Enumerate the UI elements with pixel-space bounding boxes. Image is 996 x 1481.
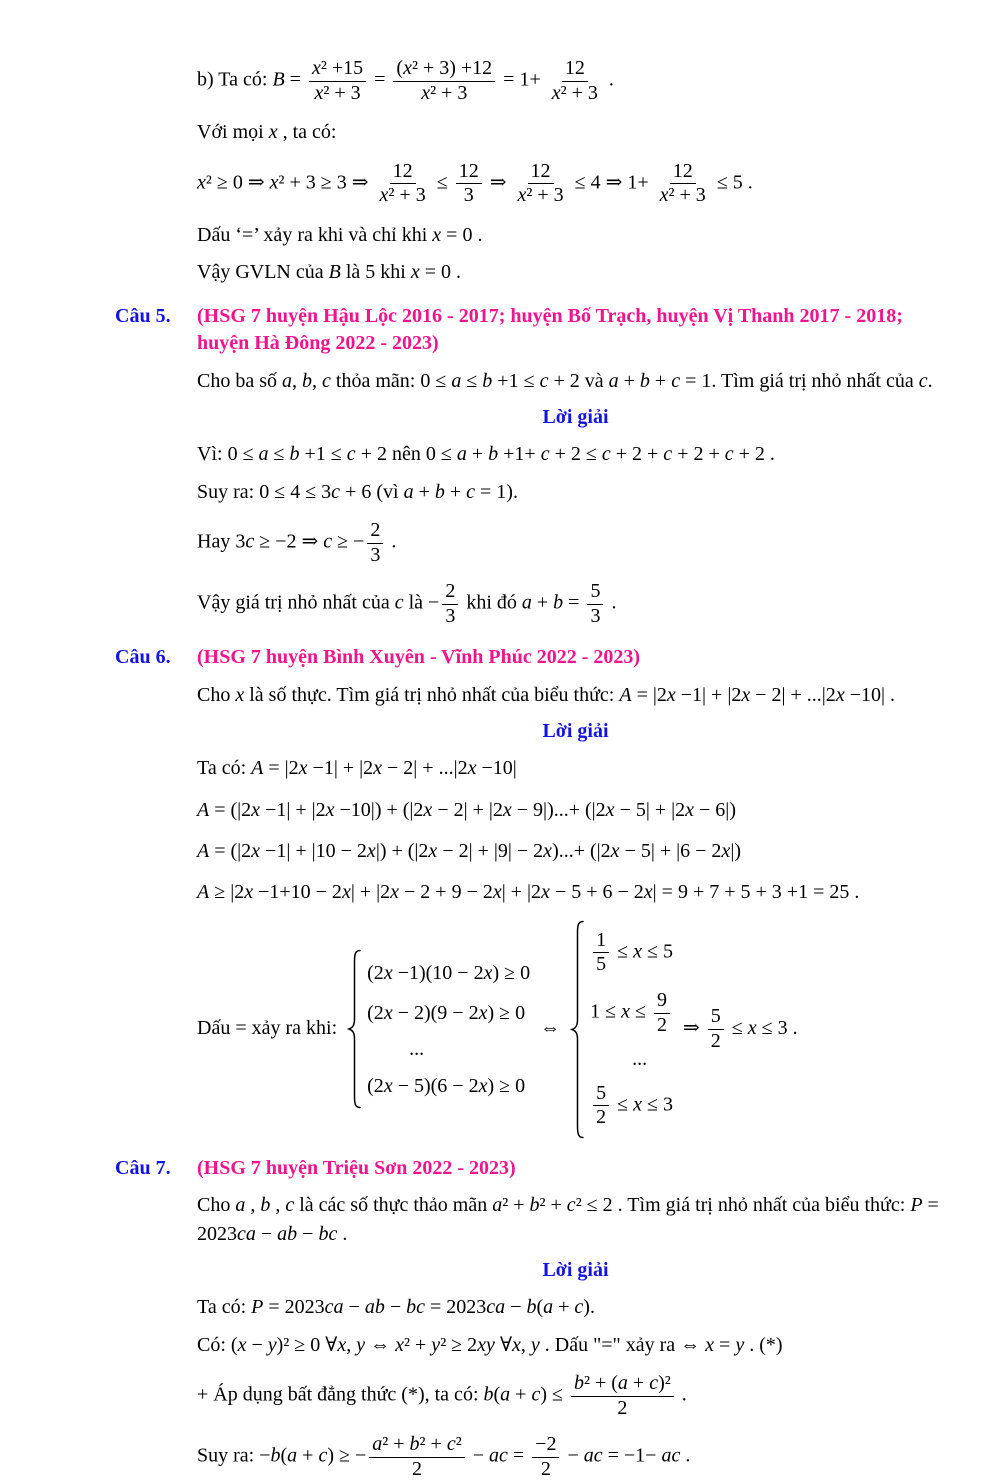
fraction-denominator: 3 — [463, 184, 474, 207]
fraction-denominator: 3 — [370, 543, 381, 566]
text-run: Vậy GVLN của — [197, 261, 329, 284]
text-run: , — [270, 1194, 286, 1217]
question-number-label: Câu 6. — [115, 646, 171, 669]
text-run: . — [742, 171, 753, 194]
text-run: . — [472, 223, 483, 246]
math-run: ≤ x ≤ 3 — [726, 1016, 788, 1039]
math-run: a, b, c — [282, 369, 331, 392]
text-run: là — [403, 591, 429, 614]
math-run: ≤ — [431, 171, 453, 194]
math-run: (2x − 2)(9 − 2x) ≥ 0 — [367, 1001, 526, 1024]
fraction-denominator: 2 — [596, 1106, 607, 1129]
math-run: c — [918, 369, 928, 392]
math-run: a — [235, 1194, 246, 1217]
text-run: . — [337, 1222, 348, 1245]
fraction — [377, 160, 429, 208]
text-run: (vì — [371, 480, 404, 503]
text-run: ). — [506, 480, 518, 503]
fraction-numerator: 2 — [442, 580, 458, 605]
curly-brace-icon — [570, 920, 586, 1139]
text-run: . — [680, 1444, 691, 1467]
fraction-denominator: x² + 3 — [314, 81, 361, 104]
math-run: a + b + c = 1 — [403, 480, 507, 503]
math-run: a + b + c = 1. — [608, 369, 717, 392]
fraction — [514, 160, 566, 208]
math-run: c — [394, 591, 404, 614]
math-run: 0 ≤ a ≤ b +1 ≤ c + 2 — [227, 443, 387, 466]
fraction — [456, 160, 482, 208]
fraction — [593, 929, 609, 977]
math-run: − — [428, 591, 440, 614]
math-run: A = |2x −1| + |2x − 2| + ...|2x −10| — [251, 757, 517, 780]
text-run: . — [386, 530, 397, 553]
math-run: ⇔ x = y — [680, 1333, 745, 1356]
text-run: Hay — [197, 530, 236, 553]
question-5-heading — [115, 303, 954, 358]
text-run: . — [849, 881, 860, 904]
equation-system-row — [590, 1082, 673, 1130]
text-run: Tìm giá trị nhỏ nhất của — [716, 369, 919, 392]
curly-brace-icon — [347, 949, 363, 1109]
equation-system-row — [590, 1045, 673, 1073]
math-run: ... — [409, 1038, 425, 1061]
equation-system-row — [367, 1072, 530, 1100]
text-run: Với mọi — [197, 121, 269, 144]
question-7-heading — [115, 1155, 954, 1183]
question-source-title: (HSG 7 huyện Triệu Sơn 2022 - 2023) — [197, 1156, 516, 1179]
math-run: 0 ≤ a ≤ b +1 ≤ c + 2 — [420, 369, 580, 392]
math-run: −b(a + c) ≥ − — [259, 1444, 367, 1467]
fraction-denominator: x² + 3 — [421, 81, 468, 104]
text-run: khi đó — [461, 591, 522, 614]
step-ta-co-P — [197, 1293, 954, 1321]
math-run: − ac = — [467, 1444, 530, 1467]
fraction — [532, 1433, 559, 1481]
question-6-heading — [115, 644, 954, 672]
math-run: (2x − 5)(6 − 2x) ≥ 0 — [367, 1074, 526, 1097]
fraction-denominator: 3 — [590, 604, 601, 627]
math-run: − ac = −1− ac — [562, 1444, 681, 1467]
text-run: thỏa mãn: — [330, 369, 421, 392]
math-run: 0 ≤ 4 ≤ 3c + 6 — [259, 480, 372, 503]
text-run: là số thực. Tìm giá trị nhỏ nhất của biểu thức: — [244, 683, 620, 706]
math-run: a + b = — [521, 591, 585, 614]
text-run: Dấu ‘=’ xảy ra khi và chỉ khi — [197, 223, 433, 246]
equation-system-rows — [367, 953, 530, 1107]
math-run: ≤ 5 — [711, 171, 743, 194]
fraction-denominator: x² + 3 — [551, 81, 598, 104]
step-suy-ra — [197, 478, 954, 506]
fraction — [549, 57, 601, 105]
math-run: 3c ≥ −2 ⇒ c ≥ − — [235, 530, 365, 553]
math-run: P = 2023ca − ab − bc = 2023ca − b(a + c) — [251, 1296, 590, 1319]
step-equality-system — [197, 920, 954, 1139]
text-run: . — [787, 1016, 798, 1039]
fraction-numerator: −2 — [532, 1433, 559, 1458]
math-run: = 1+ — [498, 68, 546, 91]
fraction-numerator: 12 — [670, 160, 696, 185]
text-run: . — [603, 68, 614, 91]
text-run: Vậy giá trị nhỏ nhất của — [197, 591, 395, 614]
math-run: ≤ x ≤ 3 — [612, 1093, 673, 1116]
math-run: ⇒ — [677, 1016, 705, 1039]
fraction-numerator: 12 — [390, 160, 416, 185]
fraction — [367, 519, 383, 567]
math-run: B — [328, 261, 341, 284]
fraction-numerator: a² + b² + c² — [369, 1433, 464, 1458]
fraction — [657, 160, 709, 208]
fraction-denominator: x² + 3 — [379, 184, 426, 207]
text-run: và — [579, 369, 609, 392]
text-run: Cho — [197, 683, 236, 706]
math-run: x = 0 — [432, 223, 473, 246]
step-A-bound — [197, 878, 954, 906]
fraction-denominator: 2 — [540, 1457, 551, 1480]
text-run: . Tìm giá trị nhỏ nhất của biểu thức: — [612, 1194, 911, 1217]
equation-system-row — [590, 989, 673, 1037]
solution-title-5: Lời giải — [542, 406, 609, 429]
step-b-expression — [197, 57, 954, 105]
step-A-grouped — [197, 796, 954, 824]
math-run: x — [268, 121, 278, 144]
math-run: ≤ 4 ⇒ 1+ — [569, 171, 654, 194]
fraction-numerator: 9 — [654, 989, 670, 1014]
math-run: A = |2x −1| + |2x − 2| + ...|2x −10| — [619, 683, 885, 706]
fraction-numerator: 5 — [708, 1005, 724, 1030]
equation-system-row — [590, 929, 673, 977]
math-run: 1 ≤ x ≤ — [590, 1000, 651, 1023]
equation-system — [570, 920, 673, 1139]
fraction — [442, 580, 458, 628]
document-body — [115, 57, 954, 1481]
fraction — [369, 1433, 464, 1481]
fraction-denominator: 2 — [656, 1013, 667, 1036]
math-run: x — [235, 683, 245, 706]
text-run: . — [885, 683, 895, 706]
fraction-numerator: 12 — [456, 160, 482, 185]
math-run: b(a + c) ≤ — [483, 1383, 568, 1406]
text-run: là 5 khi — [340, 261, 411, 284]
question-source-title: (HSG 7 huyện Hậu Lộc 2016 - 2017; huyện Bố Trạch, huyện Vị Thanh 2017 - 2018; huyện Hà Đông 2022 - 2023) — [197, 304, 903, 355]
solution-title-6: Lời giải — [542, 720, 609, 743]
fraction — [708, 1005, 724, 1053]
fraction-numerator: b² + (a + c)² — [571, 1372, 674, 1397]
text-run: + Áp dụng bất đẳng thức (*), ta có: — [197, 1383, 484, 1406]
fraction-denominator: 2 — [411, 1457, 422, 1480]
text-run: Suy ra: — [197, 480, 260, 503]
fraction-denominator: x² + 3 — [517, 184, 564, 207]
math-run: P = 2023ca − ab − bc — [197, 1194, 939, 1245]
text-run: Cho — [197, 1194, 236, 1217]
math-run: ⇔ — [535, 1016, 566, 1039]
solution-title-7: Lời giải — [542, 1259, 609, 1282]
fraction-denominator: 2 — [710, 1029, 721, 1052]
question-source-title: (HSG 7 huyện Bình Xuyên - Vĩnh Phúc 2022 - 2023) — [197, 646, 641, 669]
text-run: Có: — [197, 1333, 231, 1356]
step-suy-ra-final — [197, 1433, 954, 1481]
fraction — [587, 580, 603, 628]
fraction-numerator: 5 — [587, 580, 603, 605]
math-run: ... — [632, 1048, 648, 1071]
text-run: nên — [386, 443, 426, 466]
fraction-numerator: 2 — [367, 519, 383, 544]
step-ap-dung — [197, 1372, 954, 1420]
fraction-denominator: 2 — [617, 1396, 628, 1419]
fraction-denominator: x² + 3 — [659, 184, 706, 207]
math-run: 0 ≤ a + b +1+ c + 2 ≤ c + 2 + c + 2 + c + 2 — [425, 443, 765, 466]
math-run: (2x −1)(10 − 2x) ≥ 0 — [367, 961, 531, 984]
math-run: B = — [272, 68, 306, 91]
math-run: x² ≥ 0 ⇒ x² + 3 ≥ 3 ⇒ — [197, 171, 374, 194]
text-run: , — [245, 1194, 261, 1217]
equation-system-row — [367, 959, 530, 987]
text-run: . — [927, 369, 933, 392]
math-run: a² + b² + c² ≤ 2 — [492, 1194, 613, 1217]
text-run: Dấu = xảy ra khi: — [197, 1016, 343, 1039]
question-number-label: Câu 5. — [115, 304, 171, 327]
math-run: A ≥ |2x −1+10 − 2x| + |2x − 2 + 9 − 2x| + |2x − 5 + 6 − 2x| = 9 + 7 + 5 + 3 +1 = 25 — [197, 881, 850, 904]
fraction-numerator: 12 — [562, 57, 588, 82]
equation-system — [347, 949, 530, 1109]
text-run: Ta có: — [197, 757, 252, 780]
step-with-all-x — [197, 118, 954, 146]
step-inequality-chain — [197, 160, 954, 208]
equation-system-row — [367, 1035, 530, 1063]
question-6-statement — [197, 681, 954, 709]
text-run: Vì: — [197, 443, 228, 466]
fraction-numerator: 5 — [593, 1082, 609, 1107]
fraction — [654, 989, 670, 1037]
question-5-statement — [197, 367, 954, 395]
math-run: b — [260, 1194, 271, 1217]
equation-system-row — [367, 999, 530, 1027]
text-run: . — [589, 1296, 595, 1319]
text-run: . — [451, 261, 462, 284]
step-conclusion-min-c — [197, 580, 954, 628]
step-A-rewritten — [197, 837, 954, 865]
text-run: Suy ra: — [197, 1444, 260, 1467]
text-run: là các số thực thảo mãn — [294, 1194, 493, 1217]
step-hay — [197, 519, 954, 567]
equation-system-rows — [590, 923, 673, 1136]
fraction-numerator: 1 — [593, 929, 609, 954]
fraction — [593, 1082, 609, 1130]
step-co-inequality — [197, 1331, 954, 1359]
fraction — [571, 1372, 674, 1420]
question-7-statement — [197, 1191, 954, 1248]
text-run: Cho ba số — [197, 369, 282, 392]
text-run: . Dấu "=" xảy ra — [539, 1333, 681, 1356]
question-number-label: Câu 7. — [115, 1156, 171, 1179]
math-run: c — [285, 1194, 295, 1217]
step-ta-co-A — [197, 754, 954, 782]
text-run: Ta có: — [197, 1296, 252, 1319]
step-vi — [197, 440, 954, 468]
fraction-numerator: x² +15 — [309, 57, 366, 82]
step-equality-condition — [197, 221, 954, 249]
text-run: . — [676, 1383, 687, 1406]
step-conclusion-gvln — [197, 258, 954, 286]
math-run: (x − y)² ≥ 0 ∀x, y ⇔ x² + y² ≥ 2xy ∀x, y — [230, 1333, 540, 1356]
fraction-numerator: (x² + 3) +12 — [393, 57, 495, 82]
math-run: x = 0 — [410, 261, 452, 284]
fraction — [393, 57, 495, 105]
fraction-numerator: 12 — [528, 160, 554, 185]
math-run: A = (|2x −1| + |2x −10|) + (|2x − 2| + |2x − 9|)...+ (|2x − 5| + |2x − 6|) — [197, 798, 736, 821]
text-run: . (*) — [744, 1333, 783, 1356]
text-run: . — [764, 443, 775, 466]
fraction-denominator: 3 — [445, 604, 456, 627]
text-run: b) Ta có: — [197, 68, 273, 91]
math-run: = — [369, 68, 391, 91]
text-run: . — [606, 591, 617, 614]
fraction — [309, 57, 366, 105]
text-run: , ta có: — [277, 121, 337, 144]
fraction-denominator: 5 — [596, 953, 607, 976]
math-run: ≤ x ≤ 5 — [612, 940, 673, 963]
math-run: ⇒ — [484, 171, 512, 194]
math-run: A = (|2x −1| + |10 − 2x|) + (|2x − 2| + |9| − 2x)...+ (|2x − 5| + |6 − 2x|) — [197, 840, 741, 863]
